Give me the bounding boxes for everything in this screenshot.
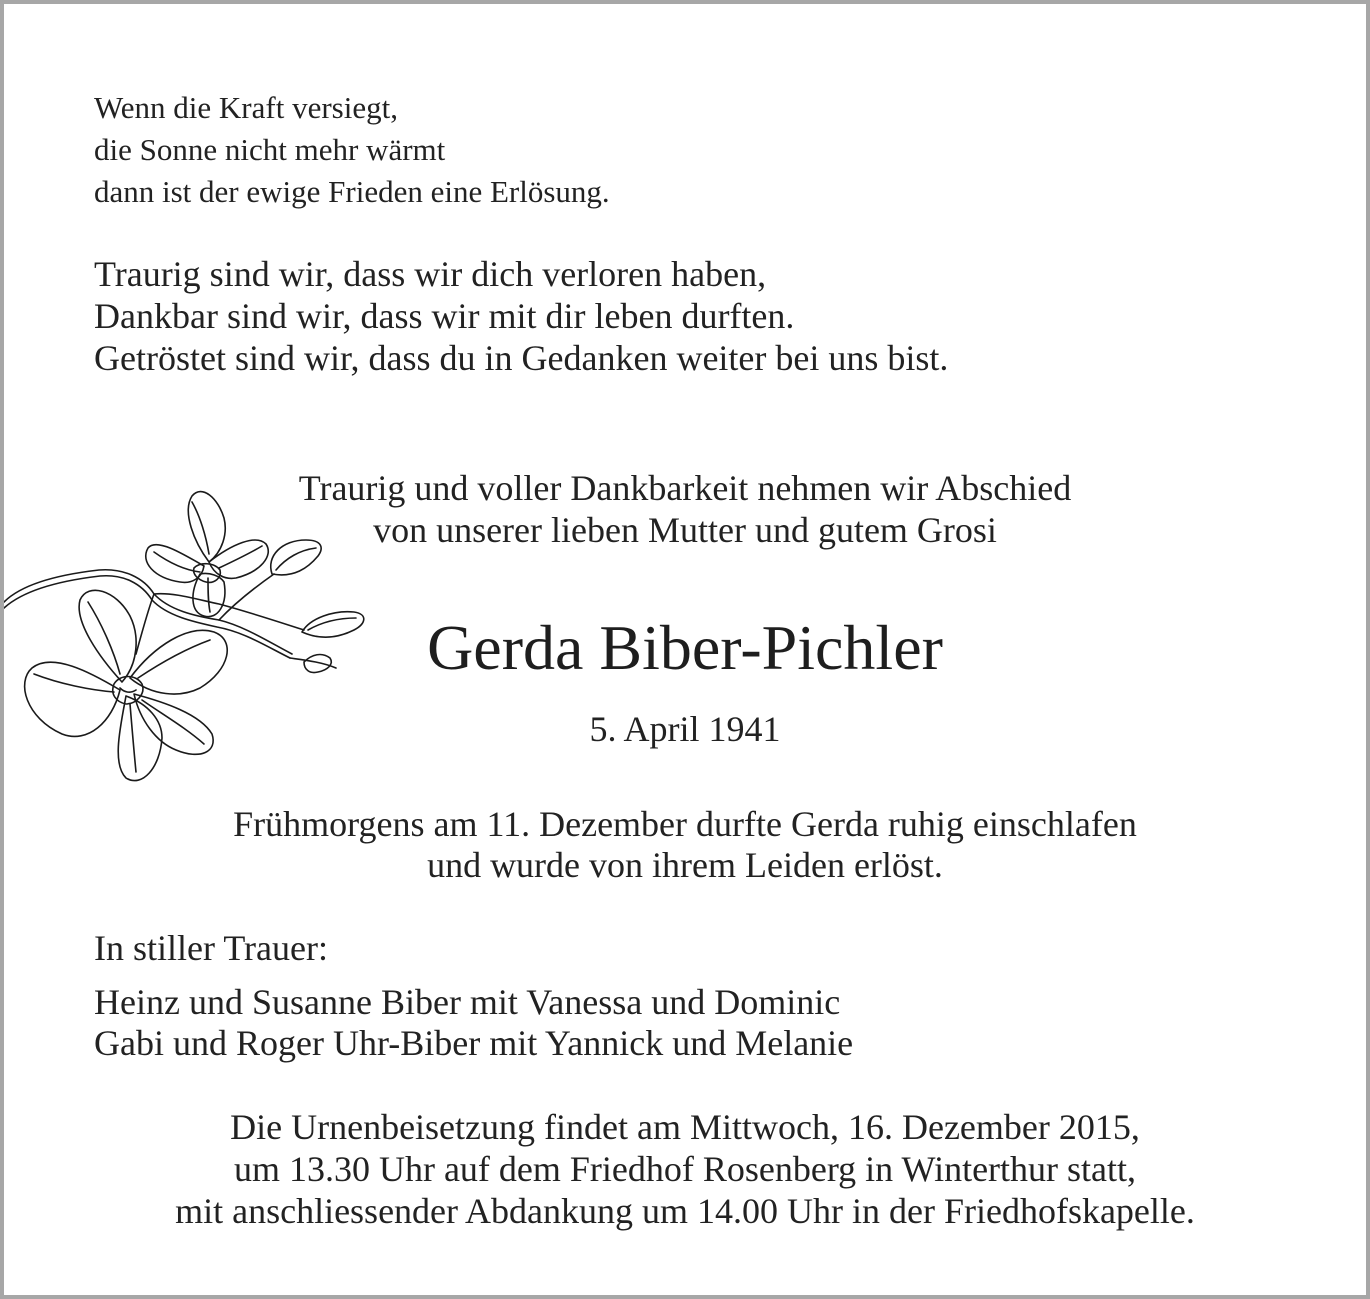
death-notice-line: und wurde von ihrem Leiden erlöst. bbox=[427, 845, 943, 885]
service-line: mit anschliessender Abdankung um 14.00 Uhr in der Friedhofskapelle. bbox=[175, 1191, 1195, 1231]
poem-line: Traurig sind wir, dass wir dich verloren haben, bbox=[94, 254, 767, 294]
service-line: um 13.30 Uhr auf dem Friedhof Rosenberg in Winterthur statt, bbox=[233, 1149, 1137, 1189]
poem-line: Dankbar sind wir, dass wir mit dir leben durften. bbox=[94, 296, 795, 336]
birth-date: 5. April 1941 bbox=[589, 709, 781, 749]
mourners-heading: In stiller Trauer: bbox=[94, 928, 328, 968]
death-notice-line: Frühmorgens am 11. Dezember durfte Gerda ruhig einschlafen bbox=[233, 804, 1137, 844]
deceased-name: Gerda Biber-Pichler bbox=[427, 612, 943, 683]
intro-line: von unserer lieben Mutter und gutem Grosi bbox=[373, 510, 997, 550]
poem-line: Wenn die Kraft versiegt, bbox=[94, 90, 398, 125]
poem-line: die Sonne nicht mehr wärmt bbox=[94, 132, 446, 167]
mourner-family: Gabi und Roger Uhr-Biber mit Yannick und Melanie bbox=[94, 1023, 854, 1063]
service-line: Die Urnenbeisetzung findet am Mittwoch, 16. Dezember 2015, bbox=[230, 1107, 1140, 1147]
poem-line: Getröstet sind wir, dass du in Gedanken weiter bei uns bist. bbox=[94, 338, 949, 378]
intro-line: Traurig und voller Dankbarkeit nehmen wir Abschied bbox=[298, 468, 1072, 508]
poem-line: dann ist der ewige Frieden eine Erlösung. bbox=[94, 174, 610, 209]
mourner-family: Heinz und Susanne Biber mit Vanessa und Dominic bbox=[94, 982, 841, 1022]
